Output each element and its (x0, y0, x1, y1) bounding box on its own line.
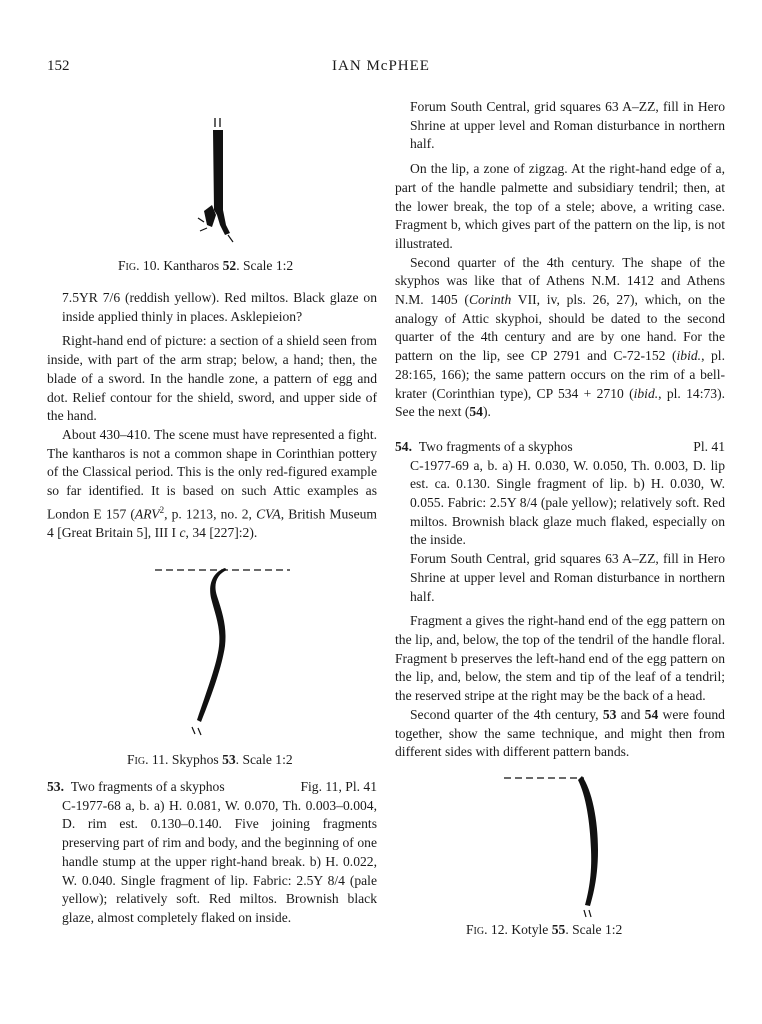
entry-54-ref: Pl. 41 (693, 438, 725, 454)
entry-54 (395, 438, 725, 606)
entry-54-title: Two fragments of a skyphos (418, 438, 573, 454)
description-53: On the lip, a zone of zigzag. At the right-hand edge of a, part of the handle palmette and subsidiary tendril; then, at the lower break, the top of a stele; above, a writing case. Fragment b, which gives part of the pattern on the lip, is not illustrated. (395, 161, 725, 251)
entry-54-heading (395, 438, 725, 457)
right-column (395, 98, 725, 762)
entry-53-title: Two fragments of a skyphos (70, 779, 225, 794)
entry-54-text: C-1977-69 a, b. a) H. 0.030, W. 0.050, Th. 0.003, D. lip est. ca. 0.130. Single fragment of lip. b) H. 0.030, W. 0.055. Fabric: 2.5Y 8/4 (pale yellow); relatively soft. Red miltos. Brownish black glaze much flaked, especially on the inside. (410, 457, 725, 548)
figure-11-caption: Fig. 11. Skyphos 53. Scale 1:2 (127, 752, 293, 767)
left-column-upper (47, 289, 377, 543)
entry-53-number: 53. (47, 779, 64, 794)
kantharos-profile-drawing (190, 115, 250, 250)
description-54: Fragment a gives the right-hand end of the egg pattern on the lip, and, below, the top of the tendril of the handle floral. Fragment b preserves the left-hand end of the egg pattern on the lip, and, below, the stem and tip of the leaf of a tendril; the reserved stripe at the right may be the back of a head. (395, 613, 725, 704)
date-52: About 430–410. The scene must have represented a fight. The kantharos is not a common shape in Corinthian pottery of the Classical period. This is the only red-figured example so far identified. It is based on such Attic examples as London E 157 (ARV$^2$, p. 1213, no. 2, CVA, British Museum 4 [Great Britain 5], III I c, 34 [227]:2). (47, 426, 377, 540)
findspot-53: Forum South Central, grid squares 63 A–ZZ, fill in Hero Shrine at upper level and Roman disturbance in northern half. (410, 99, 725, 152)
entry-53 (47, 778, 377, 928)
kotyle-profile-drawing (502, 770, 612, 920)
date-54: Second quarter of the 4th century, 53 and 54 were found together, show the same technique, and might then from different sides with different pattern bands. (395, 706, 725, 760)
entry-53-heading (47, 778, 377, 797)
description-52: Right-hand end of picture: a section of a shield seen from inside, with part of the arm strap; below, a hand; then, the blade of a sword. In the handle zone, a pattern of egg and dot. Relief contour for the shield, sword, and upper side of the hand. (47, 333, 377, 424)
entry-53-ref: Fig. 11, Pl. 41 (300, 779, 377, 794)
figure-10-caption: Fig. 10. Kantharos 52. Scale 1:2 (118, 258, 294, 273)
running-title: IAN McPHEE (332, 58, 430, 74)
entry-53-text: C-1977-68 a, b. a) H. 0.081, W. 0.070, Th. 0.003–0.004, D. rim est. 0.130–0.140. Five joining fragments preserving part of rim and body, and the beginning of one handle stump at the upper right-hand break. b) H. 0.022, W. 0.040. Single fragment of lip. Fabric: 2.5Y 8/4 (pale yellow); relatively soft. Red miltos. Brownish black glaze, almost completely flaked on inside. (62, 797, 377, 925)
page-number: 152 (47, 58, 70, 74)
figure-12-caption: Fig. 12. Kotyle 55. Scale 1:2 (466, 922, 623, 937)
entry-54-number: 54. (395, 438, 412, 454)
fabric-52: 7.5YR 7/6 (reddish yellow). Red miltos. Black glaze on inside applied thinly in places. Asklepieion? (62, 290, 377, 324)
skyphos-profile-drawing (155, 562, 295, 742)
findspot-54: Forum South Central, grid squares 63 A–ZZ, fill in Hero Shrine at upper level and Roman disturbance in northern half. (410, 551, 725, 604)
date-53: Second quarter of the 4th century. The shape of the skyphos was like that of Athens N.M. 1412 and Athens N.M. 1405 (Corinth VII, iv, pls. 26, 27), which, on the analogy of Attic skyphoi, should be dated to the second quarter of the 4th century and are by one hand. For the pattern on the lip, see CP 2791 and C-72-152 (ibid., pl. 28:165, 166); the same pattern occurs on the rim of a bell-krater (Corinthian type), CP 534 + 2710 (ibid., pl. 14:73). See the next (54). (395, 254, 725, 420)
